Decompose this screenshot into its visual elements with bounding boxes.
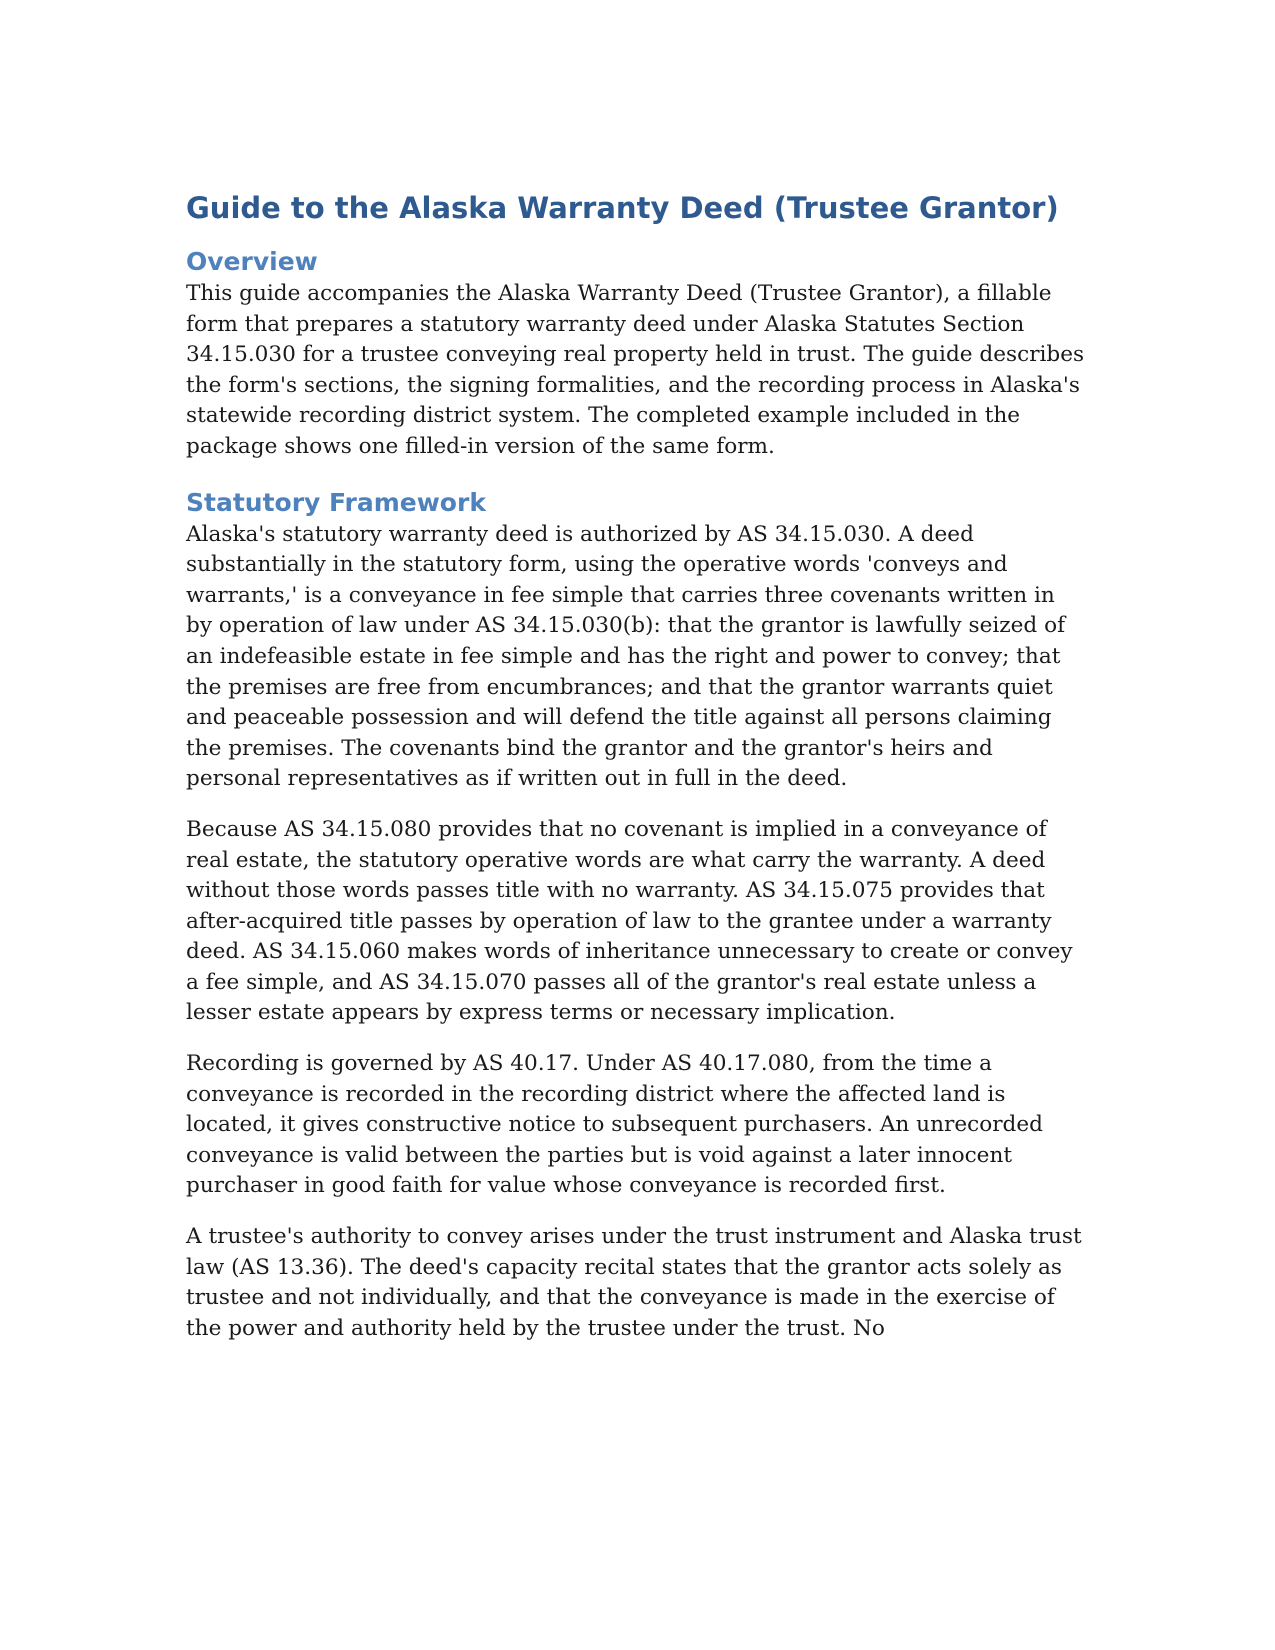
section-heading-overview: Overview (186, 247, 318, 276)
paragraph: Because AS 34.15.080 provides that no covenant is implied in a conveyance of real estate, the statutory operative words are what carry the warranty. A deed without those words passes title with no warranty. AS 34.15.075 provides that after-acquired title passes by operation of law to the grantee under a warranty deed. AS 34.15.060 makes words of inheritance unnecessary to create or convey a fee simple, and AS 34.15.070 passes all of the grantor's real estate unless a lesser estate appears by express terms or necessary implication. (186, 816, 1073, 1026)
section-heading-statutory-framework: Statutory Framework (186, 487, 486, 517)
paragraph: Alaska's statutory warranty deed is authorized by AS 34.15.030. A deed substantially in the statutory form, using the operative words 'conveys and warrants,' is a conveyance in fee simple that carries three covenants written in by operation of law under AS 34.15.030(b): that the grantor is lawfully seized of an indefeasible estate in fee simple and has the right and power to convey; that the premises are free from encumbrances; and that the grantor warrants quiet and peaceable possession and will defend the title against all persons claiming the premises. The covenants bind the grantor and the grantor's heirs and personal representatives as if written out in full in the deed. (186, 521, 1066, 792)
paragraph: A trustee's authority to convey arises under the trust instrument and Alaska trust law (AS 13.36). The deed's capacity recital states that the grantor acts solely as trustee and not individually, and that the conveyance is made in the exercise of the power and authority held by the trustee under the trust. No (186, 1224, 1082, 1341)
paragraph: Recording is governed by AS 40.17. Under AS 40.17.080, from the time a conveyance is recorded in the recording district where the affected land is located, it gives constructive notice to subsequent purchasers. An unrecorded conveyance is valid between the parties but is void against a later innocent purchaser in good faith for value whose conveyance is recorded first. (186, 1051, 1043, 1199)
document-title: Guide to the Alaska Warranty Deed (Trustee Grantor) (186, 191, 1059, 225)
section-overview (186, 246, 1086, 463)
section-statutory-framework (186, 487, 1086, 1345)
paragraph: This guide accompanies the Alaska Warranty Deed (Trustee Grantor), a fillable form that prepares a statutory warranty deed under Alaska Statutes Section 34.15.030 for a trustee conveying real property held in trust. The guide describes the form's sections, the signing formalities, and the recording process in Alaska's statewide recording district system. The completed example included in the package shows one filled-in version of the same form. (186, 281, 1085, 459)
document-page (186, 190, 1086, 1364)
